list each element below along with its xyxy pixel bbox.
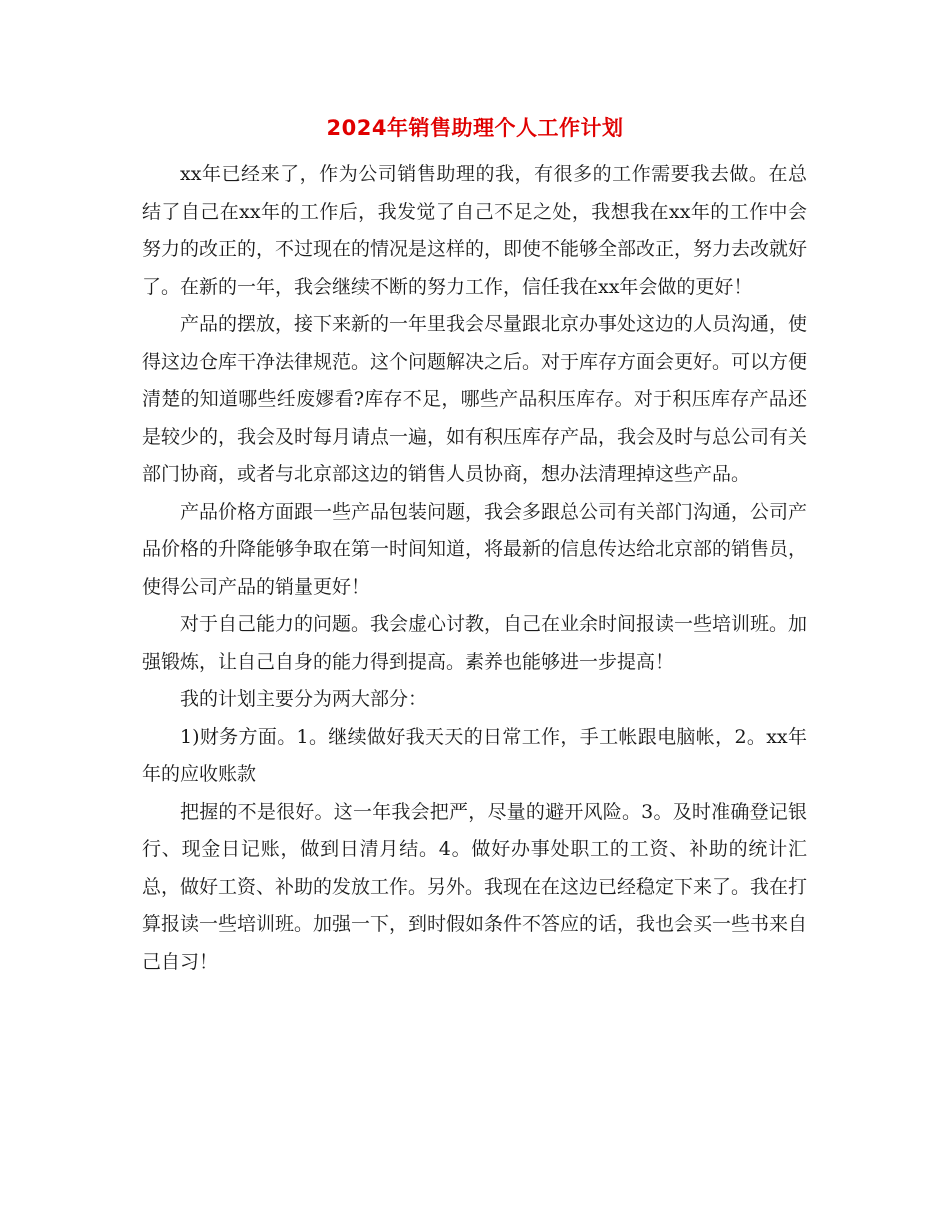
paragraph-product-placement: 产品的摆放，接下来新的一年里我会尽量跟北京办事处这边的人员沟通，使得这边仓库干净法律规范。这个问题解决之后。对于库存方面会更好。可以方便清楚的知道哪些纴废嫪看?库存不足，哪些产品积压库存。对于积压库存产品还是较少的，我会及时每月请点一遍，如有积压库存产品，我会及时与总公司有关部门协商，或者与北京部这边的销售人员协商，想办法清理掉这些产品。: [142, 313, 808, 485]
paragraph-plan-intro: 我的计划主要分为两大部分：: [180, 688, 428, 710]
document-title: 2024年销售助理个人工作计划: [326, 116, 624, 140]
paragraph-finance: 1)财务方面。1。继续做好我天天的日常工作，手工帐跟电脑帐，2。xx年年的应收账款: [142, 725, 807, 785]
paragraph-self-improvement: 对于自己能力的问题。我会虚心讨教，自己在业余时间报读一些培训班。加强锻炼，让自己自身的能力得到提高。素养也能够进一步提高！: [142, 613, 808, 673]
paragraph-finance-continued: 把握的不是很好。这一年我会把严，尽量的避开风险。3。及时准确登记银行、现金日记账，做到日清月结。4。做好办事处职工的工资、补助的统计汇总，做好工资、补助的发放工作。另外。我现在在这边已经稳定下来了。我在打算报读一些培训班。加强一下，到时假如条件不答应的话，我也会买一些书来自己自习！: [142, 800, 808, 973]
paragraph-product-pricing: 产品价格方面跟一些产品包装问题，我会多跟总公司有关部门沟通，公司产品价格的升降能够争取在第一时间知道，将最新的信息传达给北京部的销售员，使得公司产品的销量更好！: [142, 500, 808, 598]
document-body: [142, 156, 807, 981]
paragraph-intro: xx年已经来了，作为公司销售助理的我，有很多的工作需要我去做。在总结了自己在xx年的工作后，我发觉了自己不足之处，我想我在xx年的工作中会努力的改正的，不过现在的情况是这样的，即使不能够全部改正，努力去改就好了。在新的一年，我会继续不断的努力工作，信任我在xx年会做的更好！: [142, 163, 808, 298]
